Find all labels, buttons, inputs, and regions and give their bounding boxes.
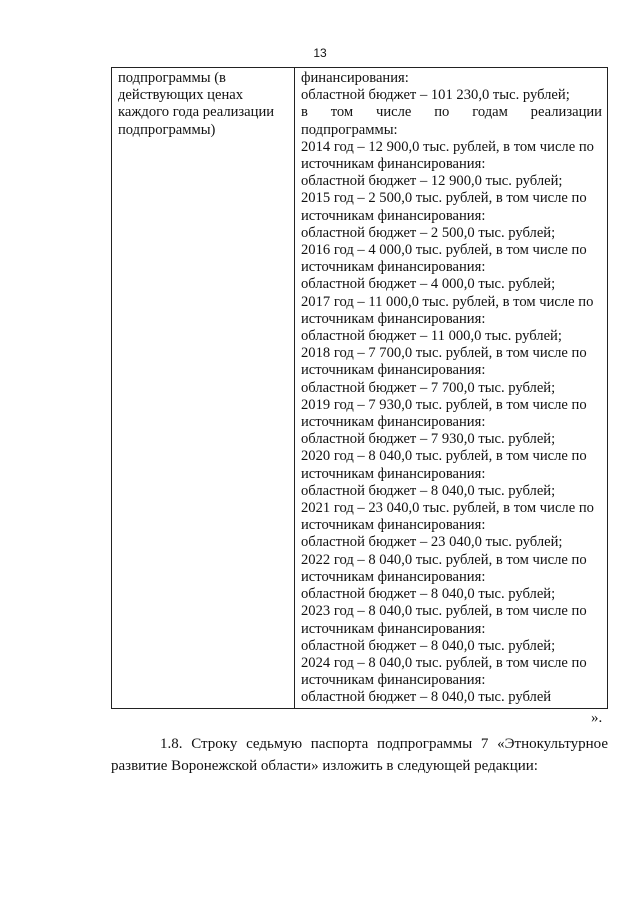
right-cell-line: финансирования:: [301, 70, 409, 86]
right-cell-line: 2015 год – 2 500,0 тыс. рублей, в том числе по: [301, 190, 587, 207]
left-cell-line: каждого года реализации: [118, 104, 275, 121]
right-cell-line: 2019 год – 7 930,0 тыс. рублей, в том числе по: [301, 396, 587, 413]
right-cell-line: источникам финансирования:: [301, 414, 486, 431]
right-cell-line: 2014 год – 12 900,0 тыс. рублей, в том числе по: [301, 138, 594, 155]
left-cell-line: подпрограммы): [118, 121, 216, 138]
right-cell-line: 2017 год – 11 000,0 тыс. рублей, в том числе по: [301, 293, 594, 310]
right-cell-line: областной бюджет – 4 000,0 тыс. рублей;: [301, 276, 556, 293]
right-cell-line: в том числе по годам реализации: [301, 104, 602, 121]
right-cell-line: 2021 год – 23 040,0 тыс. рублей, в том числе по: [301, 500, 594, 517]
right-cell-line: подпрограммы:: [301, 121, 398, 138]
right-cell-line: областной бюджет – 7 700,0 тыс. рублей;: [301, 379, 556, 396]
paragraph-line-2: развитие Воронежской области» изложить в следующей редакции:: [111, 758, 538, 774]
paragraph-text-1: 1.8. Строку седьмую паспорта подпрограммы 7 «Этнокультурное: [160, 736, 608, 752]
right-cell-line: областной бюджет – 8 040,0 тыс. рублей;: [301, 637, 556, 654]
right-cell-line: источникам финансирования:: [301, 517, 486, 534]
right-cell-line: 2020 год – 8 040,0 тыс. рублей, в том числе по: [301, 448, 587, 465]
left-cell-line: действующих ценах: [118, 87, 244, 104]
right-cell-line: источникам финансирования:: [301, 310, 486, 327]
closing-quote: ».: [591, 710, 603, 726]
passport-table: [111, 67, 608, 709]
table-left-cell: [112, 68, 295, 708]
right-cell-line: 2018 год – 7 700,0 тыс. рублей, в том числе по: [301, 345, 587, 362]
right-cell-line: областной бюджет – 101 230,0 тыс. рублей;: [301, 87, 570, 104]
left-cell-line: подпрограммы (в: [118, 70, 226, 86]
right-cell-line: источникам финансирования:: [301, 568, 486, 585]
right-cell-line: областной бюджет – 8 040,0 тыс. рублей: [301, 689, 552, 706]
right-cell-line: источникам финансирования:: [301, 259, 486, 276]
right-cell-line: источникам финансирования:: [301, 620, 486, 637]
right-cell-line: источникам финансирования:: [301, 465, 486, 482]
right-cell-line: 2024 год – 8 040,0 тыс. рублей, в том числе по: [301, 654, 587, 671]
right-cell-line: источникам финансирования:: [301, 672, 486, 689]
right-cell-line: источникам финансирования:: [301, 156, 486, 173]
right-cell-line: 2016 год – 4 000,0 тыс. рублей, в том числе по: [301, 242, 587, 259]
right-cell-line: областной бюджет – 2 500,0 тыс. рублей;: [301, 224, 556, 241]
right-cell-line: областной бюджет – 8 040,0 тыс. рублей;: [301, 586, 556, 603]
paragraph-line-1: [111, 734, 608, 754]
page-number: 13: [313, 46, 327, 60]
right-cell-line: областной бюджет – 8 040,0 тыс. рублей;: [301, 482, 556, 499]
right-cell-line: источникам финансирования:: [301, 207, 486, 224]
right-cell-line: 2022 год – 8 040,0 тыс. рублей, в том числе по: [301, 551, 587, 568]
right-cell-line: областной бюджет – 11 000,0 тыс. рублей;: [301, 328, 562, 345]
right-cell-line: областной бюджет – 12 900,0 тыс. рублей;: [301, 173, 563, 190]
table-right-cell: [295, 68, 607, 708]
right-cell-line: источникам финансирования:: [301, 362, 486, 379]
right-cell-line: 2023 год – 8 040,0 тыс. рублей, в том числе по: [301, 603, 587, 620]
right-cell-line: областной бюджет – 23 040,0 тыс. рублей;: [301, 534, 563, 551]
right-cell-line: областной бюджет – 7 930,0 тыс. рублей;: [301, 431, 556, 448]
